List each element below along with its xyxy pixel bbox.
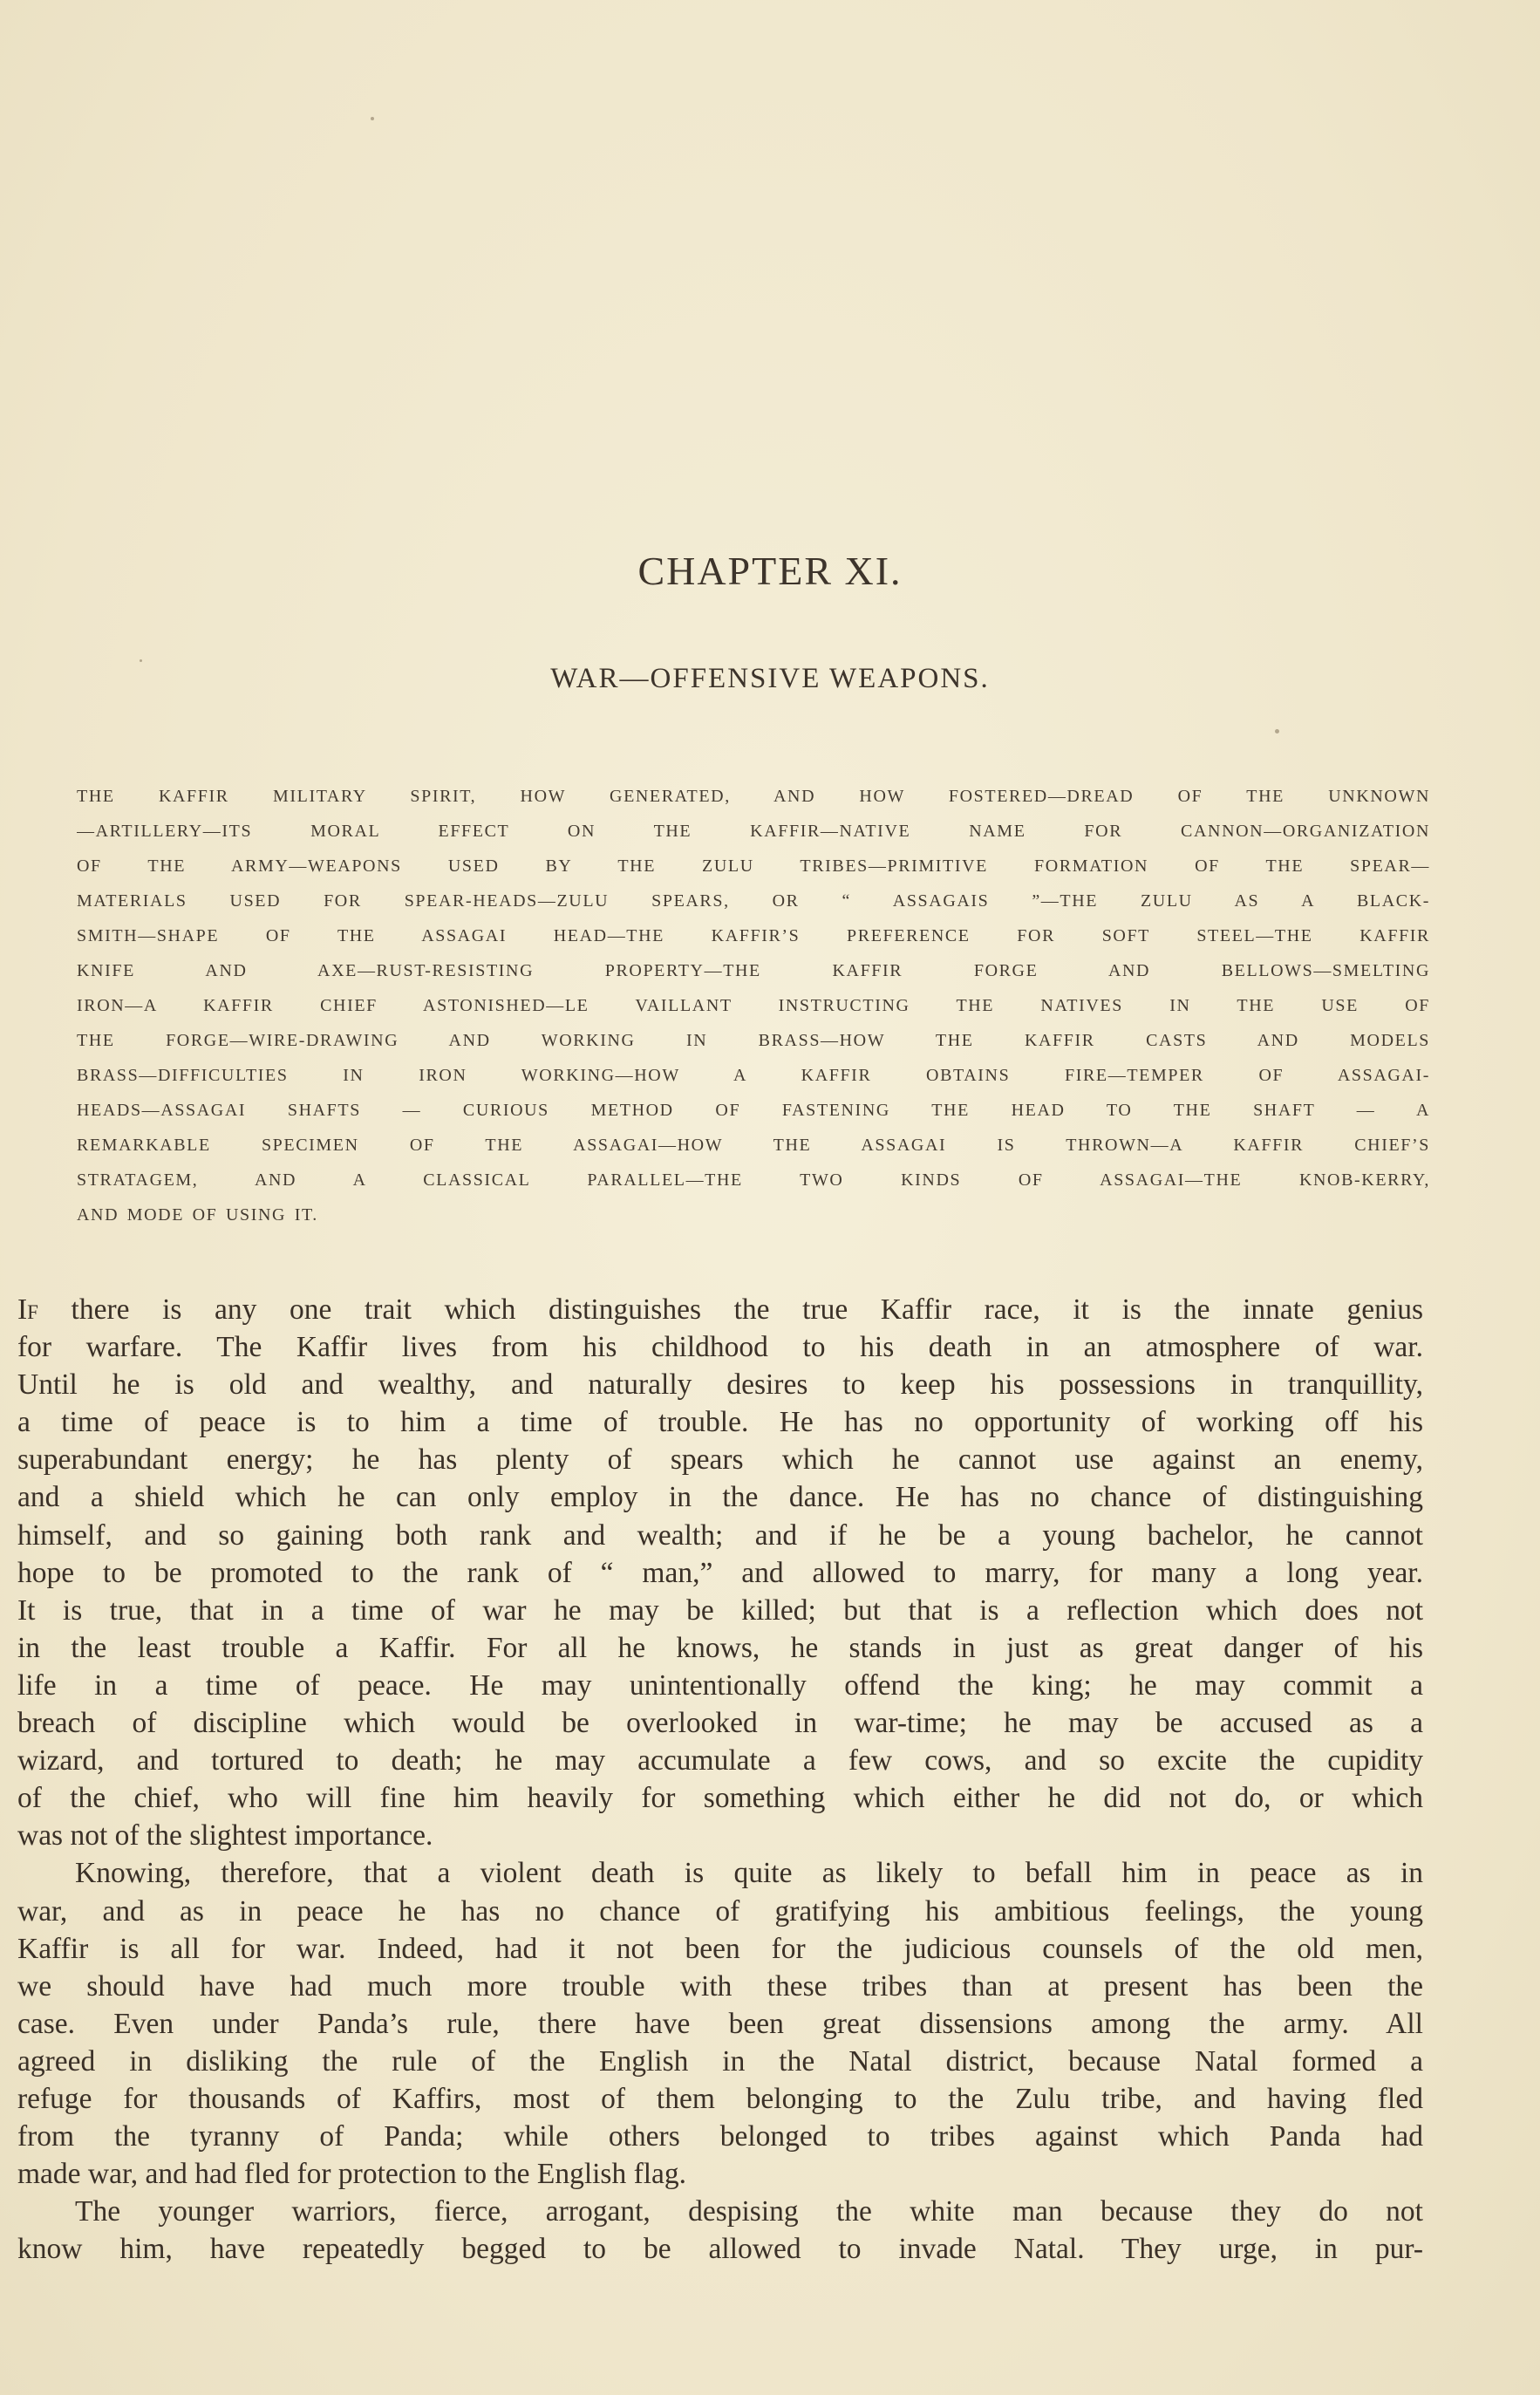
chapter-subtitle: WAR—OFFENSIVE WEAPONS. bbox=[550, 663, 990, 694]
body-line: of the chief, who will fine him heavily for something which either he did not do, or which bbox=[17, 1782, 1423, 1815]
ink-speck bbox=[1275, 729, 1279, 734]
synopsis-line: —ARTILLERY—ITS MORAL EFFECT ON THE KAFFIR—NATIVE NAME FOR CANNON—ORGANIZATION bbox=[77, 822, 1430, 841]
body-line: himself, and so gaining both rank and wealth; and if he be a young bachelor, he cannot bbox=[17, 1518, 1423, 1552]
body-line: we should have had much more trouble with these tribes than at present has been the bbox=[17, 1969, 1423, 2003]
synopsis-line: THE FORGE—WIRE-DRAWING AND WORKING IN BRASS—HOW THE KAFFIR CASTS AND MODELS bbox=[77, 1031, 1430, 1050]
synopsis-line: IRON—A KAFFIR CHIEF ASTONISHED—LE VAILLANT INSTRUCTING THE NATIVES IN THE USE OF bbox=[77, 996, 1430, 1015]
body-line: superabundant energy; he has plenty of spears which he cannot use against an enemy, bbox=[17, 1443, 1423, 1477]
body-line: from the tyranny of Panda; while others belonged to tribes against which Panda had bbox=[17, 2120, 1423, 2153]
ink-speck bbox=[371, 117, 374, 120]
synopsis-line: REMARKABLE SPECIMEN OF THE ASSAGAI—HOW THE ASSAGAI IS THROWN—A KAFFIR CHIEF’S bbox=[77, 1136, 1430, 1155]
synopsis-line: STRATAGEM, AND A CLASSICAL PARALLEL—THE TWO KINDS OF ASSAGAI—THE KNOB-KERRY, bbox=[77, 1170, 1430, 1190]
body-line: made war, and had fled for protection to the English flag. bbox=[17, 2158, 687, 2191]
body-line: and a shield which he can only employ in the dance. He has no chance of distinguishing bbox=[17, 1481, 1423, 1514]
body-line: refuge for thousands of Kaffirs, most of them belonging to the Zulu tribe, and having fled bbox=[17, 2082, 1423, 2115]
body-line: know him, have repeatedly begged to be allowed to invade Natal. They urge, in pur- bbox=[17, 2233, 1423, 2266]
body-line: Kaffir is all for war. Indeed, had it not been for the judicious counsels of the old men, bbox=[17, 1932, 1423, 1965]
body-line: life in a time of peace. He may unintentionally offend the king; he may commit a bbox=[17, 1668, 1423, 1702]
synopsis-line: AND MODE OF USING IT. bbox=[77, 1205, 318, 1225]
body-line: It is true, that in a time of war he may be killed; but that is a reflection which does not bbox=[17, 1593, 1423, 1627]
body-line: war, and as in peace he has no chance of gratifying his ambitious feelings, the young bbox=[17, 1894, 1423, 1928]
synopsis-line: KNIFE AND AXE—RUST-RESISTING PROPERTY—THE KAFFIR FORGE AND BELLOWS—SMELTING bbox=[77, 961, 1430, 980]
body-line: was not of the slightest importance. bbox=[17, 1819, 433, 1853]
synopsis-line: SMITH—SHAPE OF THE ASSAGAI HEAD—THE KAFFIR’S PREFERENCE FOR SOFT STEEL—THE KAFFIR bbox=[77, 926, 1430, 945]
body-line: for warfare. The Kaffir lives from his childhood to his death in an atmosphere of war. bbox=[17, 1331, 1423, 1364]
synopsis-line: HEADS—ASSAGAI SHAFTS — CURIOUS METHOD OF FASTENING THE HEAD TO THE SHAFT — A bbox=[77, 1101, 1430, 1120]
synopsis-line: BRASS—DIFFICULTIES IN IRON WORKING—HOW A KAFFIR OBTAINS FIRE—TEMPER OF ASSAGAI- bbox=[77, 1066, 1430, 1085]
body-line: Until he is old and wealthy, and naturally desires to keep his possessions in tranquillity, bbox=[17, 1368, 1423, 1402]
body-line: in the least trouble a Kaffir. For all he knows, he stands in just as great danger of his bbox=[17, 1631, 1423, 1664]
chapter-title: CHAPTER XI. bbox=[637, 549, 903, 593]
body-line: The younger warriors, fierce, arrogant, despising the white man because they do not bbox=[75, 2195, 1423, 2228]
body-line: agreed in disliking the rule of the English in the Natal district, because Natal formed a bbox=[17, 2044, 1423, 2078]
body-line: hope to be promoted to the rank of “ man,” and allowed to marry, for many a long year. bbox=[17, 1556, 1423, 1589]
body-line: case. Even under Panda’s rule, there have been great dissensions among the army. All bbox=[17, 2007, 1423, 2040]
synopsis-line: MATERIALS USED FOR SPEAR-HEADS—ZULU SPEARS, OR “ ASSAGAIS ”—THE ZULU AS A BLACK- bbox=[77, 891, 1430, 911]
synopsis-line: THE KAFFIR MILITARY SPIRIT, HOW GENERATED, AND HOW FOSTERED—DREAD OF THE UNKNOWN bbox=[77, 787, 1430, 806]
drop-word: If bbox=[17, 1293, 38, 1326]
body-line: a time of peace is to him a time of trouble. He has no opportunity of working off his bbox=[17, 1406, 1423, 1439]
synopsis-line: OF THE ARMY—WEAPONS USED BY THE ZULU TRIBES—PRIMITIVE FORMATION OF THE SPEAR— bbox=[77, 856, 1430, 876]
body-line bbox=[17, 1291, 1423, 1328]
chapter-synopsis bbox=[77, 779, 1430, 1232]
body-line: wizard, and tortured to death; he may accumulate a few cows, and so excite the cupidity bbox=[17, 1744, 1423, 1777]
body-line: Knowing, therefore, that a violent death is quite as likely to befall him in peace as in bbox=[75, 1857, 1423, 1890]
ink-speck bbox=[140, 659, 142, 662]
body-line-text: there is any one trait which distinguishes the true Kaffir race, it is the innate genius bbox=[37, 1293, 1423, 1326]
body-line: breach of discipline which would be overlooked in war-time; he may be accused as a bbox=[17, 1707, 1423, 1740]
body-text bbox=[17, 1291, 1423, 2268]
